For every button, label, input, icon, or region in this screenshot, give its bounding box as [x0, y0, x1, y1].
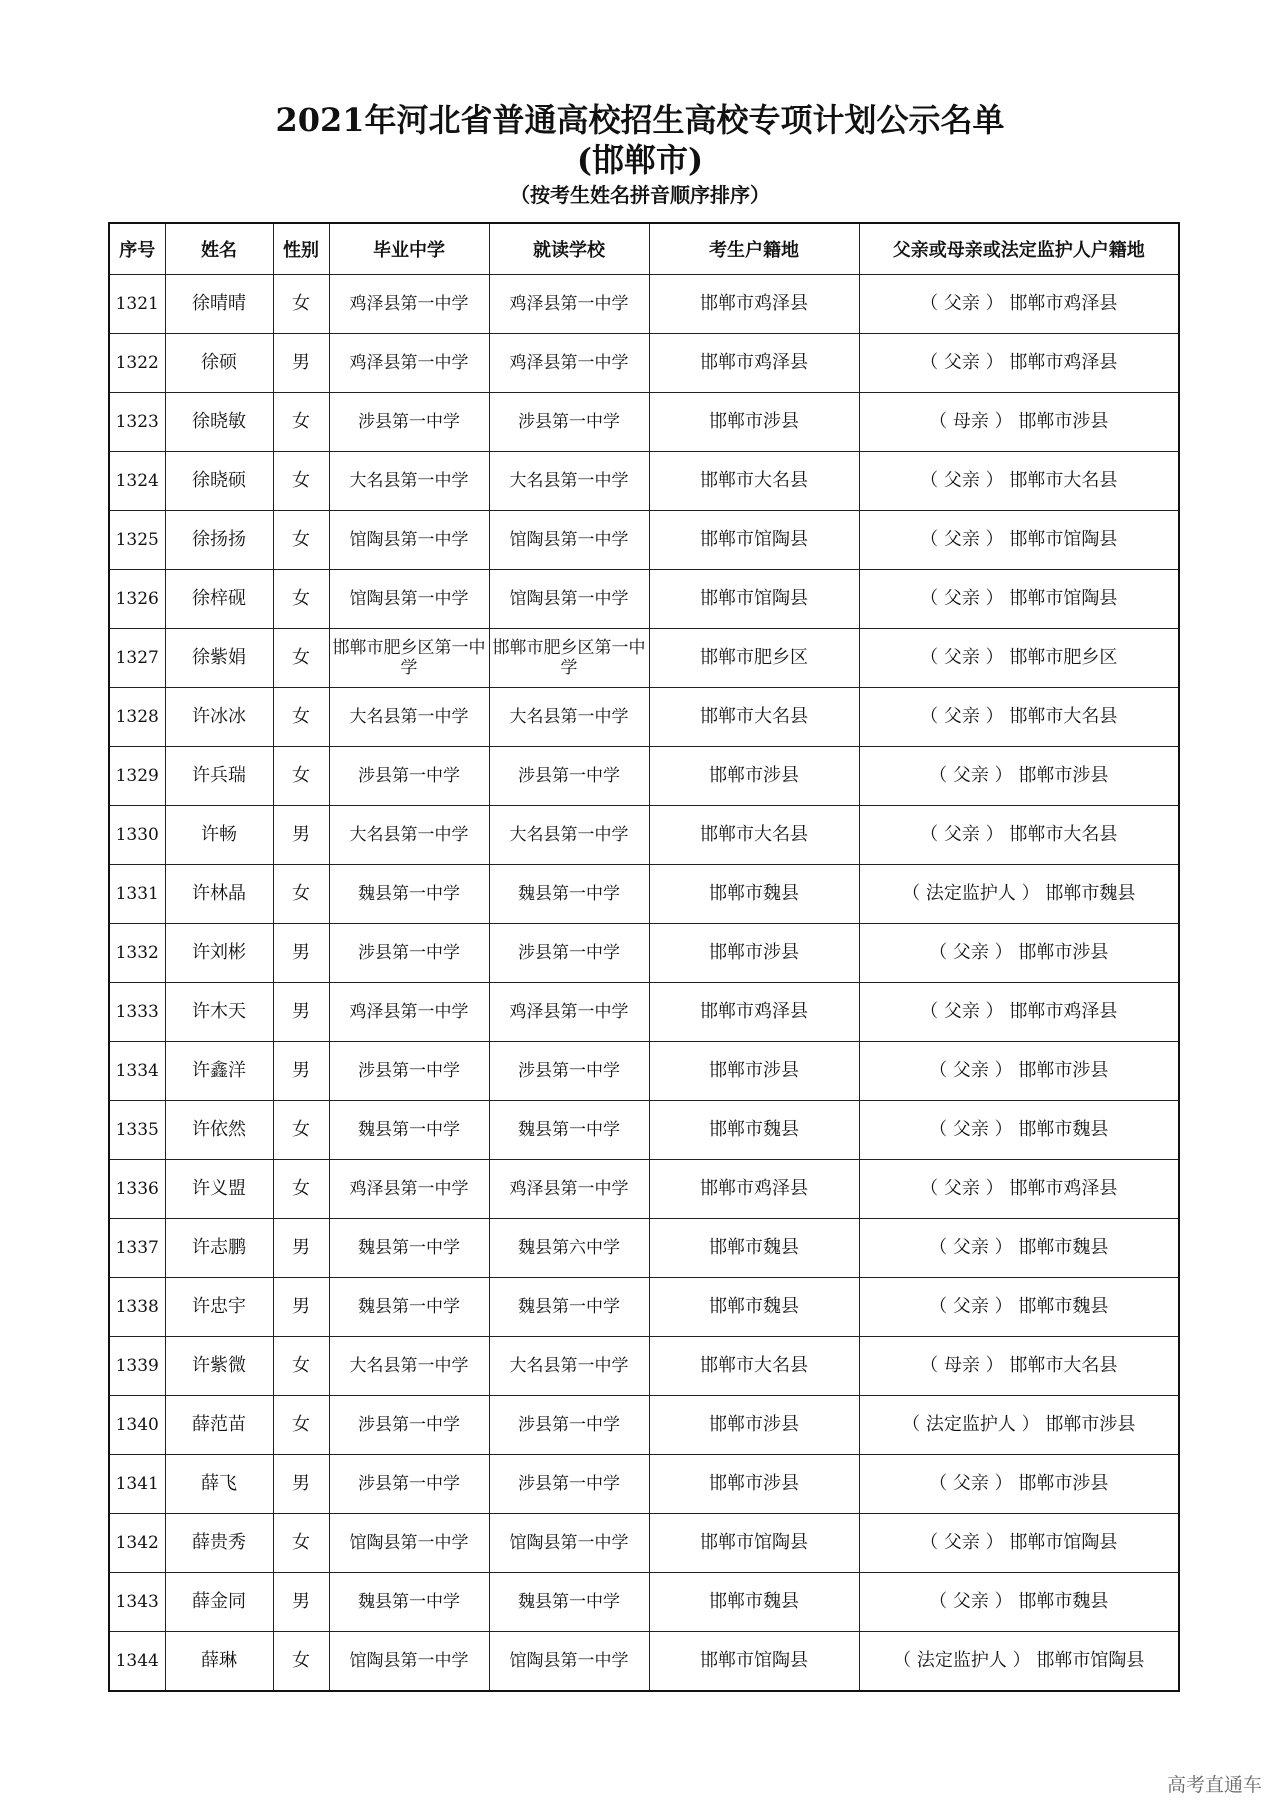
- cell-name: 许兵瑞: [165, 747, 273, 806]
- table-row: [109, 688, 1179, 747]
- header-guardian: 父亲或母亲或法定监护人户籍地: [859, 223, 1179, 275]
- cell-grad-school: 涉县第一中学: [329, 1042, 489, 1101]
- table-row: [109, 1514, 1179, 1573]
- cell-hukou: 邯郸市魏县: [649, 1219, 859, 1278]
- cell-hukou: 邯郸市鸡泽县: [649, 1160, 859, 1219]
- cell-name: 许志鹏: [165, 1219, 273, 1278]
- cell-current-school: 魏县第一中学: [489, 1101, 649, 1160]
- cell-seq: 1321: [109, 275, 165, 334]
- cell-seq: 1343: [109, 1573, 165, 1632]
- cell-guardian: （ 父亲 ） 邯郸市鸡泽县: [859, 983, 1179, 1042]
- cell-current-school: 魏县第六中学: [489, 1219, 649, 1278]
- cell-guardian: （ 父亲 ） 邯郸市魏县: [859, 1278, 1179, 1337]
- cell-seq: 1333: [109, 983, 165, 1042]
- cell-grad-school: 馆陶县第一中学: [329, 1514, 489, 1573]
- cell-grad-school: 魏县第一中学: [329, 865, 489, 924]
- cell-guardian: （ 父亲 ） 邯郸市涉县: [859, 747, 1179, 806]
- cell-hukou: 邯郸市大名县: [649, 806, 859, 865]
- cell-guardian: （ 父亲 ） 邯郸市馆陶县: [859, 1514, 1179, 1573]
- cell-name: 许义盟: [165, 1160, 273, 1219]
- cell-seq: 1342: [109, 1514, 165, 1573]
- cell-grad-school: 馆陶县第一中学: [329, 1632, 489, 1692]
- cell-gender: 男: [273, 1219, 329, 1278]
- header-seq: 序号: [109, 223, 165, 275]
- table-row: [109, 275, 1179, 334]
- cell-hukou: 邯郸市肥乡区: [649, 629, 859, 688]
- table-row: [109, 629, 1179, 688]
- cell-name: 徐紫娟: [165, 629, 273, 688]
- cell-hukou: 邯郸市鸡泽县: [649, 334, 859, 393]
- cell-hukou: 邯郸市馆陶县: [649, 570, 859, 629]
- table-row: [109, 1101, 1179, 1160]
- cell-gender: 女: [273, 865, 329, 924]
- table-row: [109, 983, 1179, 1042]
- cell-guardian: （ 父亲 ） 邯郸市鸡泽县: [859, 1160, 1179, 1219]
- cell-gender: 男: [273, 334, 329, 393]
- table-row: [109, 334, 1179, 393]
- cell-current-school: 鸡泽县第一中学: [489, 1160, 649, 1219]
- cell-seq: 1332: [109, 924, 165, 983]
- cell-name: 许忠宇: [165, 1278, 273, 1337]
- cell-seq: 1336: [109, 1160, 165, 1219]
- table-row: [109, 1573, 1179, 1632]
- cell-gender: 女: [273, 1337, 329, 1396]
- cell-current-school: 涉县第一中学: [489, 747, 649, 806]
- cell-grad-school: 馆陶县第一中学: [329, 511, 489, 570]
- cell-grad-school: 大名县第一中学: [329, 452, 489, 511]
- cell-hukou: 邯郸市馆陶县: [649, 511, 859, 570]
- cell-name: 许林晶: [165, 865, 273, 924]
- cell-current-school: 魏县第一中学: [489, 865, 649, 924]
- cell-hukou: 邯郸市涉县: [649, 393, 859, 452]
- cell-gender: 女: [273, 688, 329, 747]
- cell-current-school: 鸡泽县第一中学: [489, 275, 649, 334]
- cell-gender: 男: [273, 983, 329, 1042]
- cell-gender: 女: [273, 275, 329, 334]
- cell-seq: 1335: [109, 1101, 165, 1160]
- cell-name: 许刘彬: [165, 924, 273, 983]
- cell-name: 徐梓砚: [165, 570, 273, 629]
- cell-hukou: 邯郸市魏县: [649, 1101, 859, 1160]
- cell-hukou: 邯郸市魏县: [649, 1573, 859, 1632]
- table-row: [109, 1278, 1179, 1337]
- cell-grad-school: 邯郸市肥乡区第一中学: [329, 629, 489, 688]
- cell-guardian: （ 父亲 ） 邯郸市鸡泽县: [859, 334, 1179, 393]
- cell-name: 许紫微: [165, 1337, 273, 1396]
- cell-guardian: （ 父亲 ） 邯郸市馆陶县: [859, 511, 1179, 570]
- cell-seq: 1339: [109, 1337, 165, 1396]
- cell-grad-school: 魏县第一中学: [329, 1278, 489, 1337]
- cell-guardian: （ 父亲 ） 邯郸市馆陶县: [859, 570, 1179, 629]
- cell-name: 徐扬扬: [165, 511, 273, 570]
- cell-gender: 女: [273, 1101, 329, 1160]
- cell-gender: 女: [273, 393, 329, 452]
- table-row: [109, 452, 1179, 511]
- cell-seq: 1331: [109, 865, 165, 924]
- cell-seq: 1338: [109, 1278, 165, 1337]
- cell-gender: 女: [273, 747, 329, 806]
- cell-grad-school: 大名县第一中学: [329, 688, 489, 747]
- cell-name: 徐晴晴: [165, 275, 273, 334]
- cell-name: 薛贵秀: [165, 1514, 273, 1573]
- cell-hukou: 邯郸市鸡泽县: [649, 275, 859, 334]
- cell-gender: 男: [273, 1278, 329, 1337]
- cell-grad-school: 馆陶县第一中学: [329, 570, 489, 629]
- cell-name: 许鑫洋: [165, 1042, 273, 1101]
- cell-name: 许畅: [165, 806, 273, 865]
- cell-gender: 女: [273, 1160, 329, 1219]
- cell-seq: 1344: [109, 1632, 165, 1692]
- header-name: 姓名: [165, 223, 273, 275]
- cell-seq: 1340: [109, 1396, 165, 1455]
- cell-grad-school: 大名县第一中学: [329, 806, 489, 865]
- cell-current-school: 涉县第一中学: [489, 1455, 649, 1514]
- cell-seq: 1324: [109, 452, 165, 511]
- header-gender: 性别: [273, 223, 329, 275]
- cell-current-school: 涉县第一中学: [489, 1396, 649, 1455]
- cell-guardian: （ 母亲 ） 邯郸市涉县: [859, 393, 1179, 452]
- cell-seq: 1326: [109, 570, 165, 629]
- table-row: [109, 747, 1179, 806]
- cell-hukou: 邯郸市涉县: [649, 747, 859, 806]
- cell-name: 许依然: [165, 1101, 273, 1160]
- cell-current-school: 馆陶县第一中学: [489, 570, 649, 629]
- cell-hukou: 邯郸市魏县: [649, 1278, 859, 1337]
- table-row: [109, 1337, 1179, 1396]
- table-row: [109, 570, 1179, 629]
- cell-name: 薛飞: [165, 1455, 273, 1514]
- cell-current-school: 魏县第一中学: [489, 1573, 649, 1632]
- cell-grad-school: 魏县第一中学: [329, 1573, 489, 1632]
- cell-gender: 女: [273, 452, 329, 511]
- table-row: [109, 924, 1179, 983]
- cell-gender: 男: [273, 1042, 329, 1101]
- cell-name: 徐晓硕: [165, 452, 273, 511]
- cell-guardian: （ 法定监护人 ） 邯郸市涉县: [859, 1396, 1179, 1455]
- cell-name: 薛金同: [165, 1573, 273, 1632]
- cell-seq: 1334: [109, 1042, 165, 1101]
- cell-hukou: 邯郸市涉县: [649, 1455, 859, 1514]
- cell-guardian: （ 父亲 ） 邯郸市大名县: [859, 452, 1179, 511]
- cell-hukou: 邯郸市馆陶县: [649, 1514, 859, 1573]
- header-grad-school: 毕业中学: [329, 223, 489, 275]
- cell-grad-school: 鸡泽县第一中学: [329, 334, 489, 393]
- cell-hukou: 邯郸市大名县: [649, 1337, 859, 1396]
- cell-grad-school: 涉县第一中学: [329, 747, 489, 806]
- cell-current-school: 馆陶县第一中学: [489, 511, 649, 570]
- cell-hukou: 邯郸市馆陶县: [649, 1632, 859, 1692]
- cell-grad-school: 涉县第一中学: [329, 393, 489, 452]
- cell-seq: 1341: [109, 1455, 165, 1514]
- cell-name: 徐硕: [165, 334, 273, 393]
- cell-gender: 女: [273, 1514, 329, 1573]
- cell-gender: 男: [273, 1455, 329, 1514]
- cell-guardian: （ 父亲 ） 邯郸市鸡泽县: [859, 275, 1179, 334]
- cell-name: 许木天: [165, 983, 273, 1042]
- cell-hukou: 邯郸市鸡泽县: [649, 983, 859, 1042]
- cell-current-school: 馆陶县第一中学: [489, 1632, 649, 1692]
- cell-name: 徐晓敏: [165, 393, 273, 452]
- cell-current-school: 鸡泽县第一中学: [489, 983, 649, 1042]
- cell-hukou: 邯郸市大名县: [649, 452, 859, 511]
- cell-gender: 男: [273, 1573, 329, 1632]
- table-row: [109, 1219, 1179, 1278]
- cell-seq: 1323: [109, 393, 165, 452]
- cell-grad-school: 涉县第一中学: [329, 1396, 489, 1455]
- cell-gender: 女: [273, 570, 329, 629]
- cell-seq: 1328: [109, 688, 165, 747]
- table-row: [109, 1396, 1179, 1455]
- cell-current-school: 魏县第一中学: [489, 1278, 649, 1337]
- cell-seq: 1337: [109, 1219, 165, 1278]
- cell-current-school: 邯郸市肥乡区第一中学: [489, 629, 649, 688]
- cell-guardian: （ 父亲 ） 邯郸市魏县: [859, 1573, 1179, 1632]
- cell-seq: 1329: [109, 747, 165, 806]
- roster-table: [108, 222, 1180, 1692]
- cell-grad-school: 涉县第一中学: [329, 1455, 489, 1514]
- cell-name: 许冰冰: [165, 688, 273, 747]
- cell-guardian: （ 法定监护人 ） 邯郸市馆陶县: [859, 1632, 1179, 1692]
- cell-name: 薛琳: [165, 1632, 273, 1692]
- cell-guardian: （ 父亲 ） 邯郸市涉县: [859, 924, 1179, 983]
- cell-current-school: 鸡泽县第一中学: [489, 334, 649, 393]
- cell-guardian: （ 父亲 ） 邯郸市肥乡区: [859, 629, 1179, 688]
- table-row: [109, 511, 1179, 570]
- cell-guardian: （ 父亲 ） 邯郸市魏县: [859, 1101, 1179, 1160]
- cell-guardian: （ 法定监护人 ） 邯郸市魏县: [859, 865, 1179, 924]
- header-hukou: 考生户籍地: [649, 223, 859, 275]
- cell-guardian: （ 父亲 ） 邯郸市大名县: [859, 806, 1179, 865]
- watermark: 高考直通车: [1166, 1774, 1262, 1796]
- cell-hukou: 邯郸市涉县: [649, 1042, 859, 1101]
- table-row: [109, 393, 1179, 452]
- cell-gender: 女: [273, 1396, 329, 1455]
- cell-grad-school: 魏县第一中学: [329, 1101, 489, 1160]
- cell-gender: 男: [273, 806, 329, 865]
- table-row: [109, 1042, 1179, 1101]
- cell-current-school: 大名县第一中学: [489, 688, 649, 747]
- table-row: [109, 1160, 1179, 1219]
- cell-guardian: （ 父亲 ） 邯郸市涉县: [859, 1042, 1179, 1101]
- cell-current-school: 涉县第一中学: [489, 1042, 649, 1101]
- cell-guardian: （ 父亲 ） 邯郸市涉县: [859, 1455, 1179, 1514]
- cell-current-school: 大名县第一中学: [489, 806, 649, 865]
- cell-name: 薛范苗: [165, 1396, 273, 1455]
- cell-seq: 1330: [109, 806, 165, 865]
- cell-seq: 1325: [109, 511, 165, 570]
- cell-guardian: （ 父亲 ） 邯郸市魏县: [859, 1219, 1179, 1278]
- cell-hukou: 邯郸市大名县: [649, 688, 859, 747]
- cell-gender: 女: [273, 629, 329, 688]
- table-row: [109, 1455, 1179, 1514]
- cell-current-school: 涉县第一中学: [489, 924, 649, 983]
- cell-current-school: 涉县第一中学: [489, 393, 649, 452]
- header-current-school: 就读学校: [489, 223, 649, 275]
- table-row: [109, 806, 1179, 865]
- cell-guardian: （ 父亲 ） 邯郸市大名县: [859, 688, 1179, 747]
- roster-body: [109, 275, 1179, 1692]
- page-subtitle: (邯郸市): [576, 141, 704, 179]
- table-row: [109, 865, 1179, 924]
- cell-seq: 1322: [109, 334, 165, 393]
- cell-grad-school: 鸡泽县第一中学: [329, 983, 489, 1042]
- table-header-row: [109, 223, 1179, 275]
- cell-hukou: 邯郸市魏县: [649, 865, 859, 924]
- cell-grad-school: 鸡泽县第一中学: [329, 275, 489, 334]
- cell-gender: 男: [273, 924, 329, 983]
- cell-gender: 女: [273, 511, 329, 570]
- cell-current-school: 馆陶县第一中学: [489, 1514, 649, 1573]
- page-title: 2021年河北省普通高校招生高校专项计划公示名单: [275, 101, 1005, 139]
- cell-hukou: 邯郸市涉县: [649, 924, 859, 983]
- cell-seq: 1327: [109, 629, 165, 688]
- cell-grad-school: 大名县第一中学: [329, 1337, 489, 1396]
- cell-grad-school: 涉县第一中学: [329, 924, 489, 983]
- cell-hukou: 邯郸市涉县: [649, 1396, 859, 1455]
- cell-grad-school: 鸡泽县第一中学: [329, 1160, 489, 1219]
- cell-current-school: 大名县第一中学: [489, 1337, 649, 1396]
- sort-note: （按考生姓名拼音顺序排序）: [510, 183, 770, 207]
- cell-guardian: （ 母亲 ） 邯郸市大名县: [859, 1337, 1179, 1396]
- cell-gender: 女: [273, 1632, 329, 1692]
- cell-grad-school: 魏县第一中学: [329, 1219, 489, 1278]
- cell-current-school: 大名县第一中学: [489, 452, 649, 511]
- table-row: [109, 1632, 1179, 1692]
